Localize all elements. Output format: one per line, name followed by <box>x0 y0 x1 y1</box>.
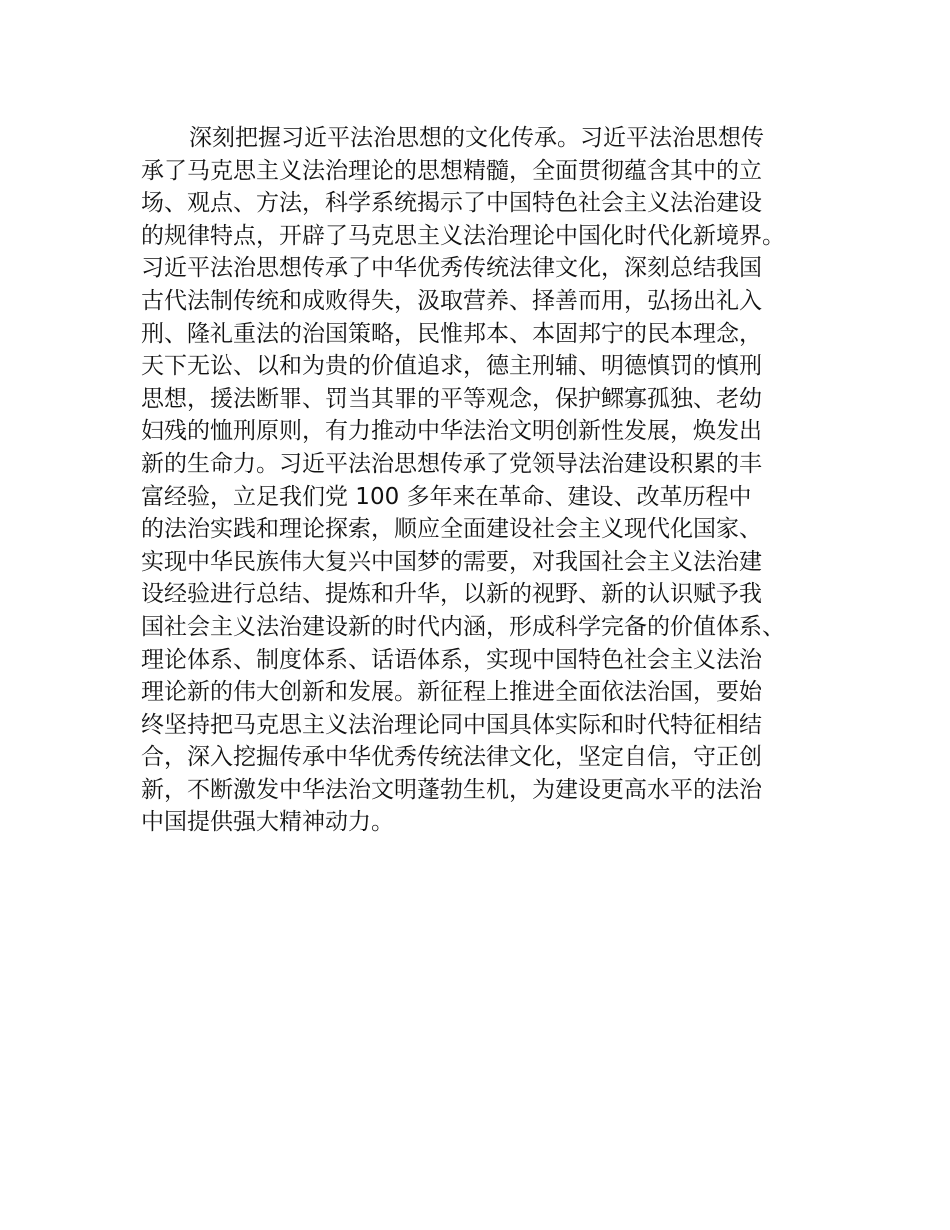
paragraph-line: 古代法制传统和成败得失，汲取营养、择善而用，弘扬出礼入 <box>141 287 762 314</box>
paragraph-line: 中国提供强大精神动力。 <box>141 809 394 836</box>
paragraph-line: 实现中华民族伟大复兴中国梦的需要，对我国社会主义法治建 <box>141 548 762 575</box>
paragraph-line: 终坚持把马克思主义法治理论同中国具体实际和时代特征相结 <box>141 711 762 738</box>
paragraph-line: 理论体系、制度体系、话语体系，实现中国特色社会主义法治 <box>141 646 762 673</box>
paragraph-line: 深刻把握习近平法治思想的文化传承。习近平法治思想传 <box>189 125 764 151</box>
paragraph-line: 合，深入挖掘传承中华优秀传统法律文化，坚定自信，守正创 <box>141 744 762 771</box>
paragraph-line: 新，不断激发中华法治文明蓬勃生机，为建设更高水平的法治 <box>141 776 762 803</box>
paragraph-line: 设经验进行总结、提炼和升华，以新的视野、新的认识赋予我 <box>141 581 762 608</box>
paragraph-line: 思想，援法断罪、罚当其罪的平等观念，保护鳏寡孤独、老幼 <box>141 385 762 412</box>
paragraph-line: 妇残的恤刑原则，有力推动中华法治文明创新性发展，焕发出 <box>141 418 762 445</box>
paragraph-line: 的规律特点，开辟了马克思主义法治理论中国化时代化新境界。 <box>141 222 785 249</box>
paragraph-line: 承了马克思主义法治理论的思想精髓，全面贯彻蕴含其中的立 <box>141 157 762 184</box>
paragraph-line: 刑、隆礼重法的治国策略，民惟邦本、本固邦宁的民本理念， <box>141 320 762 347</box>
paragraph-line: 国社会主义法治建设新的时代内涵，形成科学完备的价值体系、 <box>141 613 785 640</box>
paragraph-line: 的法治实践和理论探索，顺应全面建设社会主义现代化国家、 <box>141 516 762 543</box>
paragraph-line: 理论新的伟大创新和发展。新征程上推进全面依法治国，要始 <box>141 679 762 706</box>
paragraph-line: 习近平法治思想传承了中华优秀传统法律文化，深刻总结我国 <box>141 255 762 282</box>
paragraph-line: 场、观点、方法，科学系统揭示了中国特色社会主义法治建设 <box>141 190 762 217</box>
paragraph-line: 天下无讼、以和为贵的价值追求，德主刑辅、明德慎罚的慎刑 <box>141 353 762 380</box>
paragraph-line: 富经验，立足我们党 100 多年来在革命、建设、改革历程中 <box>141 483 752 510</box>
paragraph-line: 新的生命力。习近平法治思想传承了党领导法治建设积累的丰 <box>141 450 762 477</box>
body-paragraph <box>141 122 831 839</box>
